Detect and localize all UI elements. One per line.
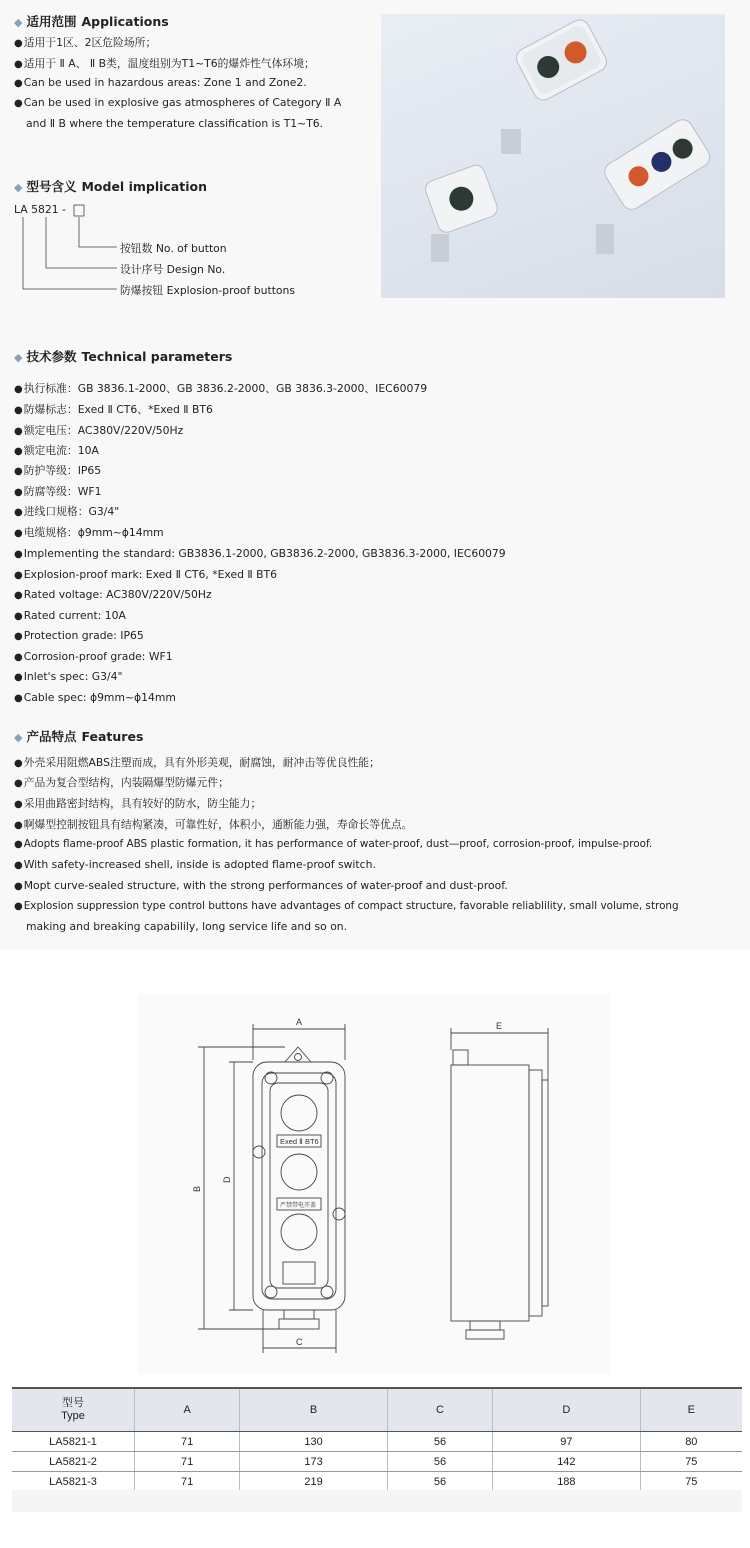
technical-line: ●防爆标志：Exed Ⅱ CT6、*Exed Ⅱ BT6 — [14, 403, 213, 416]
applications-title-cn: 适用范围 — [26, 14, 77, 29]
features-line-continuation: making and breaking capabilily, long service life and so on. — [26, 920, 348, 933]
cell-type: LA5821-2 — [12, 1452, 135, 1472]
table-row — [12, 1432, 742, 1452]
technical-line: ●执行标准：GB 3836.1-2000、GB 3836.2-2000、GB 3836.3-2000、IEC60079 — [14, 382, 428, 395]
screw-icon — [253, 1146, 265, 1158]
applications-line: ●适用于1区、2区危险场所； — [14, 36, 157, 49]
table-row — [12, 1472, 742, 1493]
push-button-3 — [281, 1214, 317, 1250]
model-title-cn: 型号含义 — [26, 179, 77, 194]
diamond-bullet-icon: ◆ — [14, 351, 23, 364]
cell-value: 75 — [640, 1452, 742, 1472]
header-col-e: E — [640, 1388, 742, 1432]
cell-value: 71 — [135, 1452, 240, 1472]
screw-icon — [265, 1286, 277, 1298]
side-cover — [529, 1070, 542, 1316]
technical-line: ●Implementing the standard: GB3836.1-2000, GB3836.2-2000, GB3836.3-2000, IEC60079 — [14, 547, 506, 560]
header-col-a: A — [135, 1388, 240, 1432]
applications-line: ●Can be used in explosive gas atmospheres of Category Ⅱ A — [14, 96, 342, 109]
header-col-b: B — [240, 1388, 388, 1432]
push-button-2 — [281, 1154, 317, 1190]
side-gland-nut — [466, 1330, 504, 1339]
features-line: ●With safety-increased shell, inside is adopted flame-proof switch. — [14, 858, 376, 871]
technical-line: ●Cable spec: ϕ9mm~ϕ14mm — [14, 691, 176, 704]
features-line: ●Adopts flame-proof ABS plastic formation, it has performance of water-proof, dust—proof, corrosion-proof, impulse-proof. — [14, 838, 653, 850]
features-line: ●Mopt curve-sealed structure, with the strong performances of water-proof and dust-proof. — [14, 879, 508, 892]
technical-line: ●进线口规格：G3/4" — [14, 505, 120, 518]
diamond-bullet-icon: ◆ — [14, 16, 23, 29]
technical-line: ●Inlet's spec: G3/4" — [14, 670, 123, 683]
technical-line: ●Explosion-proof mark: Exed Ⅱ CT6, *Exed Ⅱ BT6 — [14, 568, 278, 581]
features-line: ●外壳采用阻燃ABS注塑而成，具有外形美观，耐腐蚀，耐冲击等优良性能； — [14, 756, 380, 769]
table-row — [12, 1452, 742, 1472]
technical-line: ●Corrosion-proof grade: WF1 — [14, 650, 173, 663]
cell-type: LA5821-3 — [12, 1472, 135, 1493]
model-item: 设计序号 Design No. — [120, 263, 226, 276]
side-button-face — [542, 1080, 548, 1306]
cell-value: 56 — [387, 1432, 492, 1452]
technical-title-cn: 技术参数 — [26, 349, 77, 364]
technical-line: ●额定电压：AC380V/220V/50Hz — [14, 424, 184, 437]
dim-label-a: A — [296, 1017, 303, 1027]
applications-line: ●Can be used in hazardous areas: Zone 1 and Zone2. — [14, 76, 307, 89]
applications-line: ●适用于 Ⅱ A、 Ⅱ B类，温度组别为T1~T6的爆炸性气体环境； — [14, 57, 315, 70]
diamond-bullet-icon: ◆ — [14, 731, 23, 744]
cell-value: 71 — [135, 1472, 240, 1493]
cable-gland — [284, 1310, 314, 1319]
technical-line: ●电缆规格：ϕ9mm~ϕ14mm — [14, 526, 164, 539]
cell-value: 142 — [493, 1452, 641, 1472]
screw-icon — [321, 1072, 333, 1084]
cell-value: 56 — [387, 1452, 492, 1472]
technical-title-en: Technical parameters — [81, 349, 233, 364]
features-line: ●啊爆型控制按钮具有结构紧凑，可靠性好，体积小，通断能力强，寿命长等优点。 — [14, 818, 413, 831]
enclosure-inner — [262, 1073, 336, 1299]
header-col-c: C — [387, 1388, 492, 1432]
applications-title-en: Applications — [81, 14, 169, 29]
model-item: 按钮数 No. of button — [120, 242, 227, 255]
applications-line-continuation: and Ⅱ B where the temperature classification is T1~T6. — [26, 117, 324, 130]
model-title-en: Model implication — [81, 179, 207, 194]
technical-line: ●Rated voltage: AC380V/220V/50Hz — [14, 588, 212, 601]
cell-value: 219 — [240, 1472, 388, 1493]
dim-label-b: B — [192, 1185, 202, 1192]
cell-value: 130 — [240, 1432, 388, 1452]
technical-line: ●Rated current: 10A — [14, 609, 126, 622]
technical-line: ●防护等级：IP65 — [14, 464, 102, 477]
technical-line: ●Protection grade: IP65 — [14, 629, 144, 642]
cell-value: 188 — [493, 1472, 641, 1493]
screw-icon — [265, 1072, 277, 1084]
dim-label-d: D — [222, 1176, 232, 1183]
diamond-bullet-icon: ◆ — [14, 181, 23, 194]
features-line: ●产品为复合型结构，内装隔爆型防爆元件； — [14, 776, 229, 789]
cell-value: 173 — [240, 1452, 388, 1472]
dim-label-e: E — [496, 1021, 503, 1031]
header-col-d: D — [493, 1388, 641, 1432]
features-title-cn: 产品特点 — [26, 729, 77, 744]
features-title-en: Features — [81, 729, 144, 744]
side-gland — [470, 1321, 500, 1330]
screw-icon — [333, 1208, 345, 1220]
cell-value: 80 — [640, 1432, 742, 1452]
cell-value: 56 — [387, 1472, 492, 1493]
hanging-lug — [285, 1047, 311, 1062]
plate-marking-text: Exed Ⅱ BT6 — [280, 1137, 319, 1146]
hanging-lug-hole — [295, 1054, 302, 1061]
enclosure-outline — [253, 1062, 345, 1310]
header-type: 型号 Type — [12, 1388, 135, 1432]
screw-icon — [321, 1286, 333, 1298]
push-button-1 — [281, 1095, 317, 1131]
cell-value: 97 — [493, 1432, 641, 1452]
cell-value: 71 — [135, 1432, 240, 1452]
side-lug — [453, 1050, 468, 1065]
dimension-table — [12, 1387, 742, 1493]
features-line: ●采用曲路密封结构，具有较好的防水，防尘能力； — [14, 797, 262, 810]
features-line: ●Explosion suppression type control buttons have advantages of compact structure, favorable reliablility, small volume, strong — [14, 900, 679, 912]
technical-line: ●额定电流：10A — [14, 444, 99, 457]
side-body — [451, 1065, 529, 1321]
technical-line: ●防腐等级：WF1 — [14, 485, 102, 498]
button-panel — [270, 1083, 328, 1288]
nameplate — [283, 1262, 315, 1284]
plate-warning-text: 严禁带电开盖 — [280, 1203, 317, 1209]
cable-gland-nut — [279, 1319, 319, 1329]
cell-type: LA5821-1 — [12, 1432, 135, 1452]
bottom-band — [12, 1490, 742, 1512]
cell-value: 75 — [640, 1472, 742, 1493]
model-code: LA 5821 - — [14, 203, 66, 216]
table-header-row — [12, 1388, 742, 1432]
dim-label-c: C — [296, 1337, 303, 1347]
model-item: 防爆按钮 Explosion-proof buttons — [120, 284, 295, 297]
